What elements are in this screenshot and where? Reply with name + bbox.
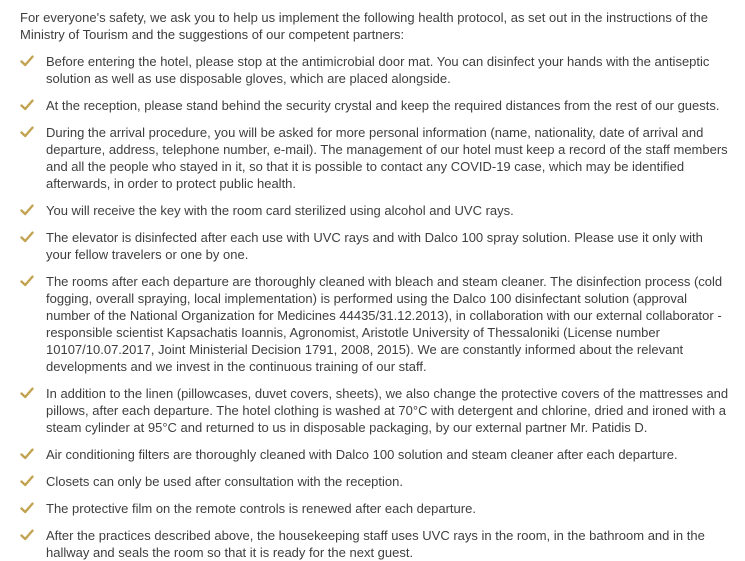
check-icon bbox=[20, 99, 34, 111]
protocol-item bbox=[20, 273, 729, 375]
protocol-item-text: In addition to the linen (pillowcases, duvet covers, sheets), we also change the protective covers of the mattresses and pillows, after each departure. The hotel clothing is washed at 70°C with detergent and chlorine, dried and ironed with a steam cylinder at 95°C and returned to us in disposable packaging, by our external partner Mr. Patidis D. bbox=[46, 386, 729, 435]
check-icon bbox=[20, 387, 34, 399]
protocol-item-text: Air conditioning filters are thoroughly cleaned with Dalco 100 solution and steam cleaner after each departure. bbox=[46, 447, 678, 462]
protocol-item bbox=[20, 97, 729, 114]
check-icon bbox=[20, 475, 34, 487]
check-icon bbox=[20, 275, 34, 287]
protocol-item bbox=[20, 446, 729, 463]
protocol-item bbox=[20, 202, 729, 219]
check-icon bbox=[20, 502, 34, 514]
protocol-list bbox=[20, 53, 729, 561]
protocol-item-text: Before entering the hotel, please stop at the antimicrobial door mat. You can disinfect your hands with the antiseptic solution as well as use disposable gloves, which are placed alongside. bbox=[46, 54, 710, 86]
protocol-item-text: Closets can only be used after consultation with the reception. bbox=[46, 474, 403, 489]
protocol-item-text: The rooms after each departure are thoroughly cleaned with bleach and steam cleaner. The disinfection process (cold fogging, overall spraying, local implementation) is performed using the Dalco 100 disinfectant solution (approval number of the National Organization for Medicines 44435/31.12.2013), in collaboration with our external collaborator - responsible scientist Kapsachatis Ioannis, Agronomist, Aristotle University of Thessaloniki (License number 10107/10.07.2017, Joint Ministerial Decision 1791, 2008, 2015). We are constantly informed about the relevant developments and we invest in the continuous training of our staff. bbox=[46, 274, 723, 374]
protocol-item-text: The protective film on the remote controls is renewed after each departure. bbox=[46, 501, 476, 516]
protocol-item bbox=[20, 500, 729, 517]
protocol-item-text: You will receive the key with the room card sterilized using alcohol and UVC rays. bbox=[46, 203, 514, 218]
check-icon bbox=[20, 529, 34, 541]
check-icon bbox=[20, 126, 34, 138]
protocol-item-text: During the arrival procedure, you will be asked for more personal information (name, nationality, date of arrival and departure, address, telephone number, e-mail). The management of our hotel must keep a record of the staff members and all the people who stayed in it, so that it is possible to contact any COVID-19 case, which may be identified afterwards, in order to protect public health. bbox=[46, 125, 728, 191]
protocol-item bbox=[20, 473, 729, 490]
protocol-item bbox=[20, 229, 729, 263]
protocol-item bbox=[20, 527, 729, 561]
check-icon bbox=[20, 204, 34, 216]
protocol-item bbox=[20, 124, 729, 192]
protocol-item bbox=[20, 53, 729, 87]
check-icon bbox=[20, 448, 34, 460]
check-icon bbox=[20, 55, 34, 67]
protocol-item-text: The elevator is disinfected after each use with UVC rays and with Dalco 100 spray solution. Please use it only with your fellow travelers or one by one. bbox=[46, 230, 703, 262]
protocol-item-text: After the practices described above, the housekeeping staff uses UVC rays in the room, in the bathroom and in the hallway and seals the room so that it is ready for the next guest. bbox=[46, 528, 705, 560]
protocol-item-text: At the reception, please stand behind the security crystal and keep the required distances from the rest of our guests. bbox=[46, 98, 720, 113]
protocol-item bbox=[20, 385, 729, 436]
check-icon bbox=[20, 231, 34, 243]
intro-paragraph: For everyone's safety, we ask you to help us implement the following health protocol, as set out in the instructions of the Ministry of Tourism and the suggestions of our competent partners: bbox=[20, 10, 708, 42]
